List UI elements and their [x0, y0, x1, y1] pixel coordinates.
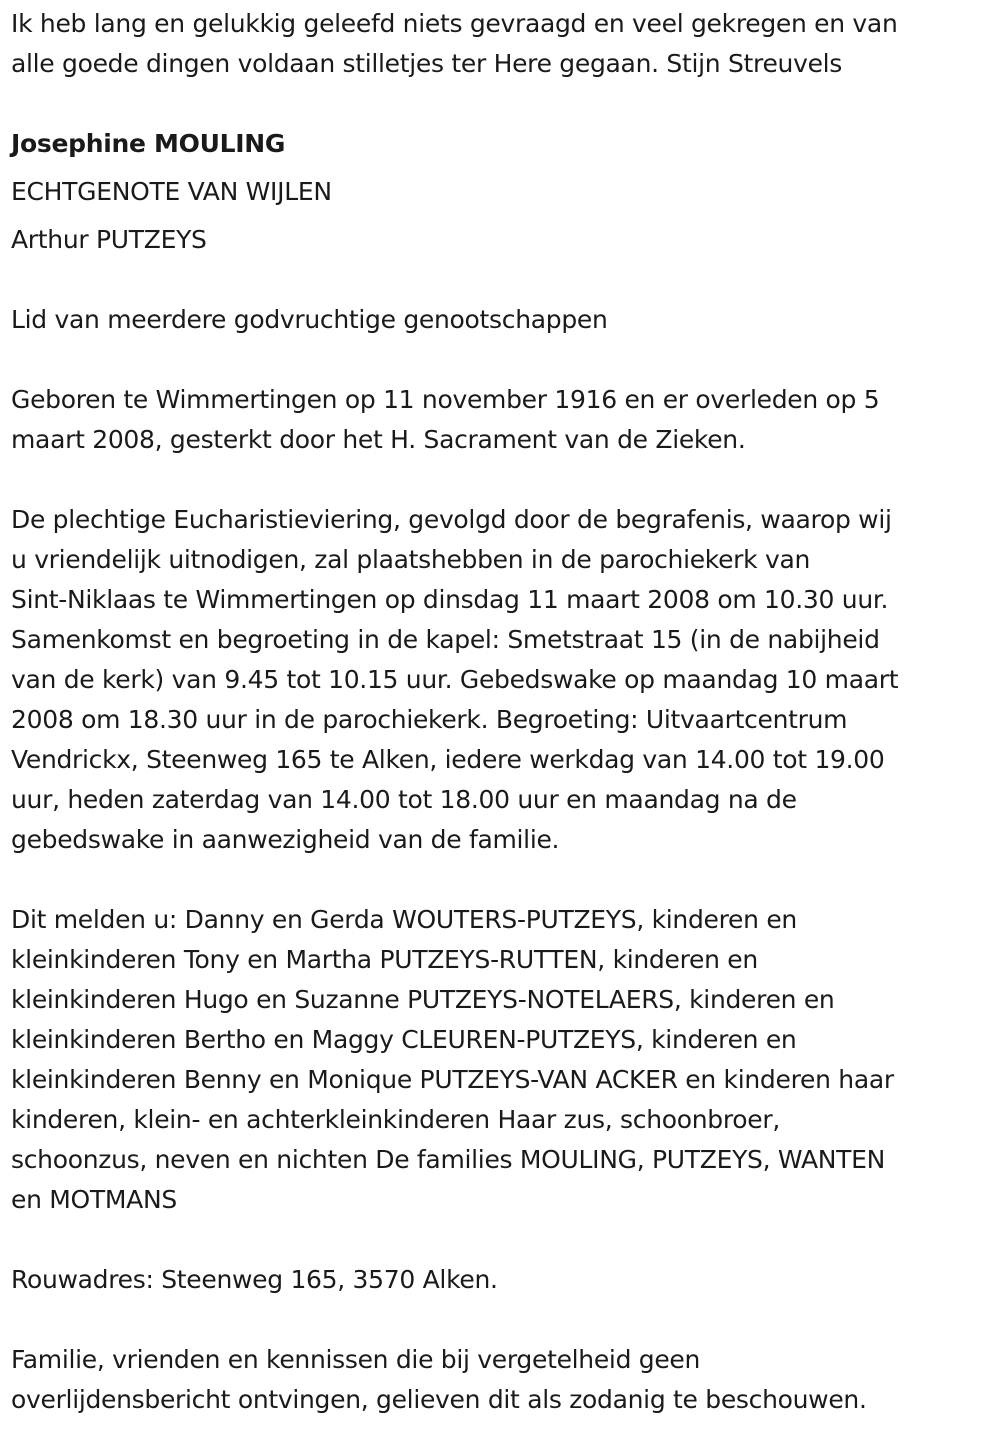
- obituary-document: [11, 0, 986, 1420]
- spouse-name: Arthur PUTZEYS: [11, 225, 207, 254]
- mourning-address: Rouwadres: Steenweg 165, 3570 Alken.: [11, 1265, 498, 1294]
- membership-text: Lid van meerdere godvruchtige genootschappen: [11, 305, 608, 334]
- ceremony-text: De plechtige Eucharistieviering, gevolgd door de begrafenis, waarop wij u vriendelijk uitnodigen, zal plaatshebben in de parochiekerk van Sint-Niklaas te Wimmertingen op dinsdag 11 maart 2008 om 10.30 uur. Samenkomst en begroeting in de kapel: Smetstraat 15 (in de nabijheid van de kerk) van 9.45 tot 10.15 uur. Gebedswake op maandag 10 maart 2008 om 18.30 uur in de parochiekerk. Begroeting: Uitvaartcentrum Vendrickx, Steenweg 165 te Alken, iedere werkdag van 14.00 tot 19.00 uur, heden zaterdag van 14.00 tot 18.00 uur en maandag na de gebedswake in aanwezigheid van de familie.: [11, 505, 899, 854]
- birth-death-text: Geboren te Wimmertingen op 11 november 1916 en er overleden op 5 maart 2008, gesterkt door het H. Sacrament van de Zieken.: [11, 385, 880, 454]
- opening-quote: Ik heb lang en gelukkig geleefd niets gevraagd en veel gekregen en van alle goede dingen voldaan stilletjes ter Here gegaan. Stijn Streuvels: [11, 9, 898, 78]
- family-text: Dit melden u: Danny en Gerda WOUTERS-PUTZEYS, kinderen en kleinkinderen Tony en Martha PUTZEYS-RUTTEN, kinderen en kleinkinderen Hugo en Suzanne PUTZEYS-NOTELAERS, kinderen en kleinkinderen Bertho en Maggy CLEUREN-PUTZEYS, kinderen en kleinkinderen Benny en Monique PUTZEYS-VAN ACKER en kinderen haar kinderen, klein- en achterkleinkinderen Haar zus, schoonbroer, schoonzus, neven en nichten De families MOULING, PUTZEYS, WANTEN en MOTMANS: [11, 905, 894, 1214]
- deceased-relation: ECHTGENOTE VAN WIJLEN: [11, 177, 332, 206]
- closing-text: Familie, vrienden en kennissen die bij vergetelheid geen overlijdensbericht ontvingen, gelieven dit als zodanig te beschouwen.: [11, 1345, 867, 1414]
- deceased-name: Josephine MOULING: [11, 129, 286, 158]
